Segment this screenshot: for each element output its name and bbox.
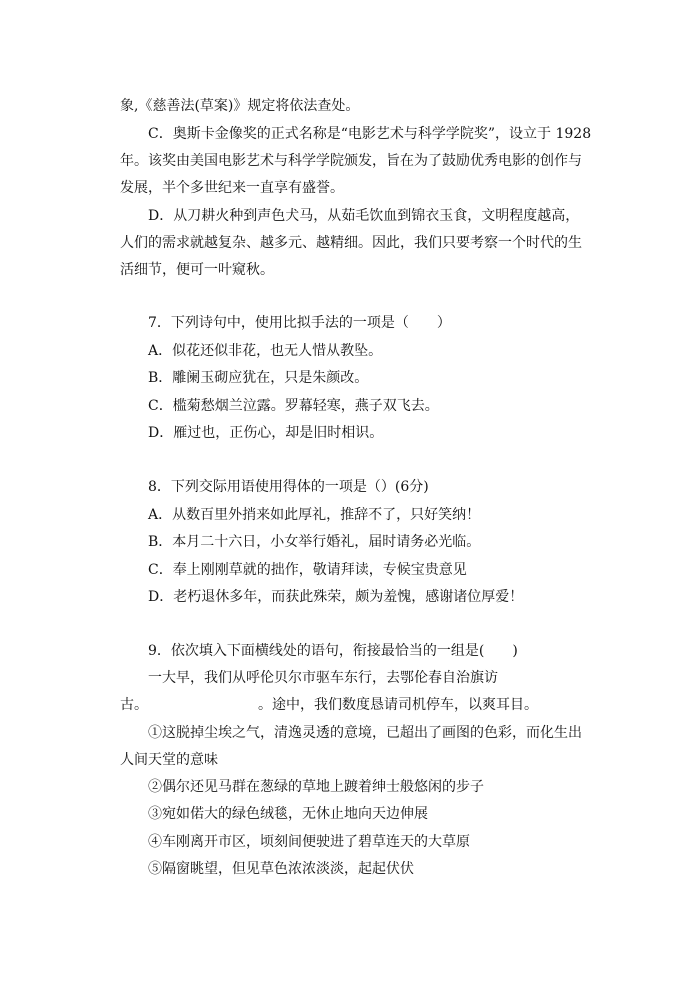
q9-item1-line1: ①这脱掉尘埃之气，清逸灵透的意境，已超出了画图的色彩，而化生出 [148, 725, 582, 741]
q9-item5: ⑤隔窗眺望，但见草色浓浓淡淡，起起伏伏 [148, 861, 414, 877]
q9-item2: ②偶尔还见马群在葱绿的草地上踱着绅士般悠闲的步子 [148, 779, 484, 795]
q6-option-c-line1: C．奥斯卡金像奖的正式名称是“电影艺术与科学学院奖”，设立于 1928 [148, 126, 592, 142]
q8-option-d: D．老朽退休多年，而获此殊荣，颇为羞愧，感谢诸位厚爱！ [148, 589, 524, 605]
q9-passage-end: 。途中，我们数度恳请司机停车，以爽耳目。 [258, 697, 538, 713]
q6-option-d-line1: D．从刀耕火种到声色犬马，从茹毛饮血到锦衣玉食，文明程度越高， [148, 208, 580, 224]
q6-option-d-line3: 活细节，便可一叶窥秋。 [120, 262, 274, 278]
q9-item4: ④车刚离开市区，顷刻间便驶进了碧草连天的大草原 [148, 834, 470, 850]
q9-passage-start: 古。 [120, 697, 148, 713]
q6-option-c-line3: 发展，半个多世纪来一直享有盛誉。 [120, 180, 344, 196]
q9-passage-line2 [120, 695, 538, 715]
q7-option-c: C．槛菊愁烟兰泣露。罗幕轻寒，燕子双飞去。 [148, 398, 439, 414]
q7-option-b: B．雕阑玉砌应犹在，只是朱颜改。 [148, 370, 369, 386]
q8-stem: 8．下列交际用语使用得体的一项是（）(6分) [148, 479, 429, 495]
q6-tail-line: 象,《慈善法(草案)》规定将依法查处。 [120, 98, 360, 114]
q8-option-c: C．奉上刚刚草就的拙作，敬请拜读，专候宝贵意见 [148, 562, 467, 578]
q6-option-d-line2: 人们的需求就越复杂、越多元、越精细。因此，我们只要考察一个时代的生 [120, 235, 582, 251]
q6-option-c-line2: 年。该奖由美国电影艺术与科学学院颁发，旨在为了鼓励优秀电影的创作与 [120, 153, 582, 169]
q9-item1-line2: 人间天堂的意味 [120, 752, 218, 768]
q7-stem: 7．下列诗句中，使用比拟手法的一项是（ ） [148, 315, 451, 331]
q8-option-b: B．本月二十六日，小女举行婚礼，届时请务必光临。 [148, 534, 481, 550]
q8-option-a: A．从数百里外捎来如此厚礼，推辞不了，只好笑纳！ [148, 507, 481, 523]
q9-item3: ③宛如偌大的绿色绒毯，无休止地向天边伸展 [148, 806, 428, 822]
q9-stem: 9．依次填入下面横线处的语句，衔接最恰当的一组是( ) [148, 643, 518, 659]
q7-option-a: A．似花还似非花，也无人惜从教坠。 [148, 343, 383, 359]
q7-option-d: D．雁过也，正伤心，却是旧时相识。 [148, 425, 384, 441]
q9-passage-line1: 一大早，我们从呼伦贝尔市驱车东行，去鄂伦春自治旗访 [148, 670, 498, 686]
